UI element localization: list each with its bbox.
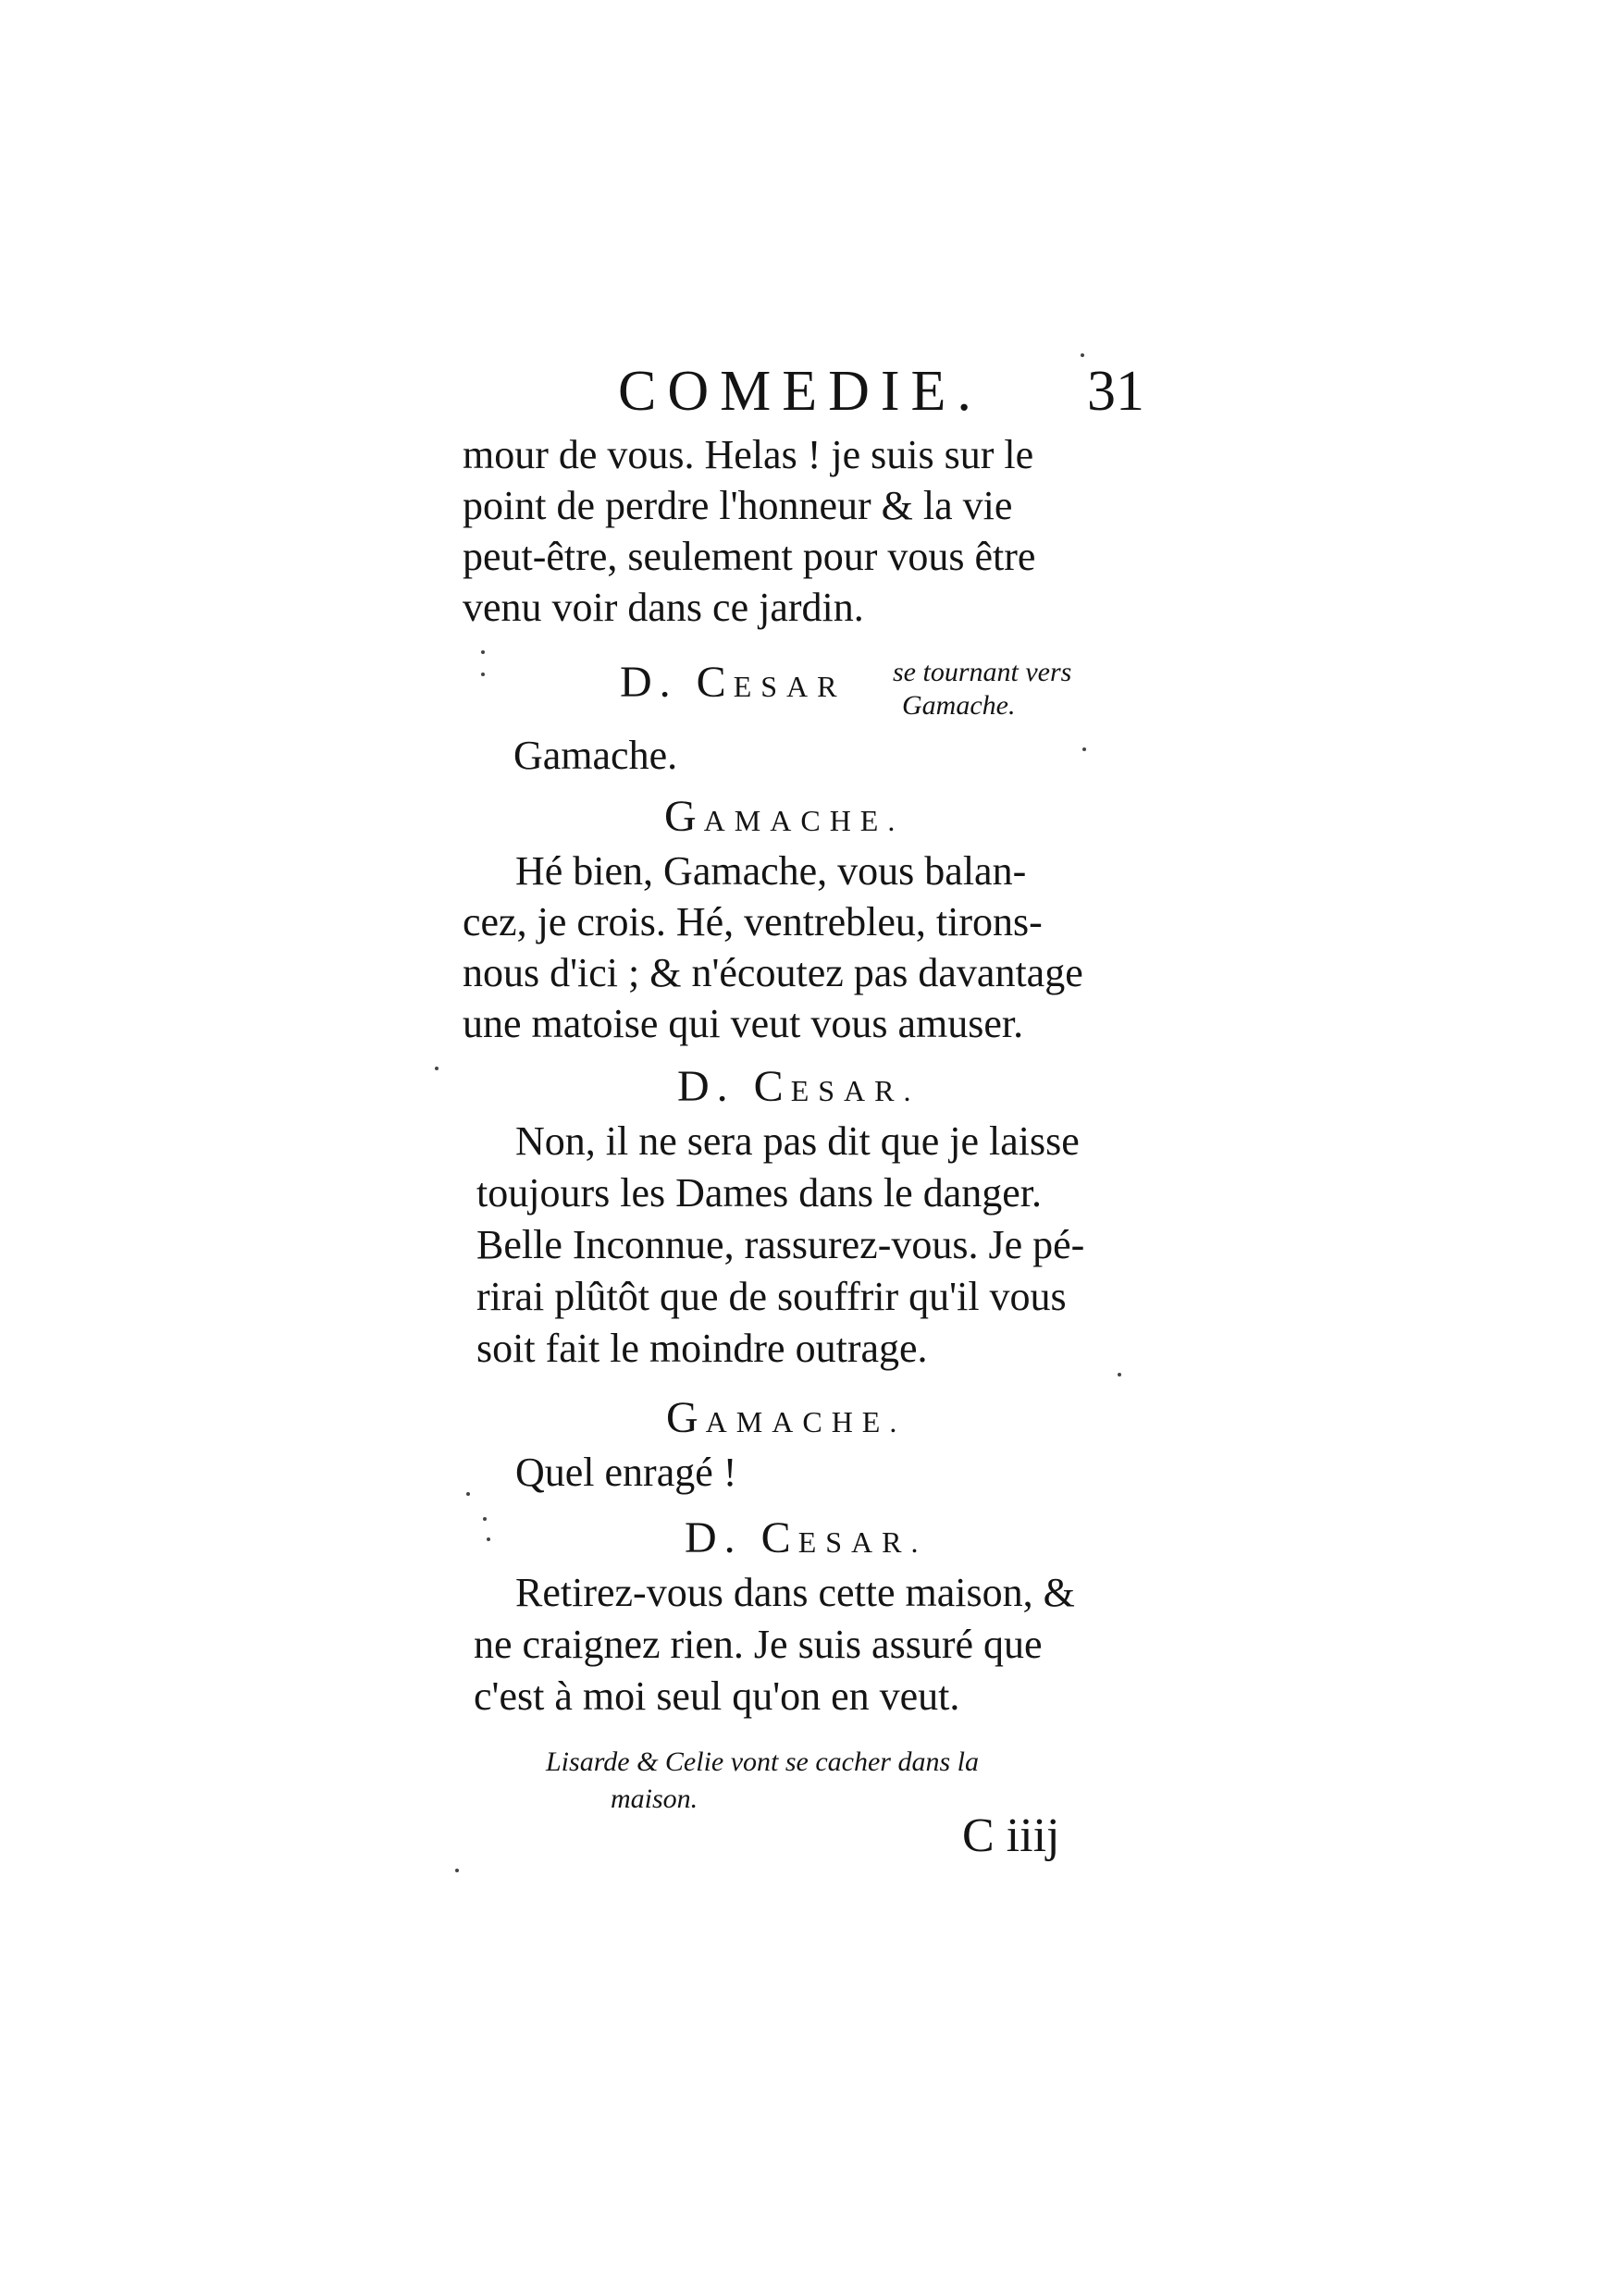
- paper-speck: [483, 1517, 487, 1521]
- text-line: Gamache.: [513, 733, 678, 778]
- text-line: Non, il ne sera pas dit que je laisse: [515, 1118, 1080, 1164]
- paper-speck: [466, 1492, 470, 1496]
- speaker-rest: AMACHE.: [703, 804, 905, 837]
- speaker-initial: G: [664, 792, 704, 841]
- paper-speck: [1118, 1373, 1121, 1376]
- speaker-rest: ESAR: [733, 670, 847, 703]
- text-line: cez, je crois. Hé, ventrebleu, tirons-: [463, 899, 1043, 944]
- text-line: mour de vous. Helas ! je suis sur le: [463, 432, 1034, 477]
- stage-direction: Gamache.: [902, 690, 1016, 721]
- text-line: nous d'ici ; & n'écoutez pas davantage: [463, 950, 1083, 995]
- text-line: ne craignez rien. Je suis assuré que: [474, 1622, 1043, 1667]
- speaker-initial: D. C: [677, 1062, 791, 1111]
- paper-speck: [481, 650, 485, 654]
- text-line: c'est à moi seul qu'on en veut.: [474, 1673, 960, 1719]
- text-line: une matoise qui veut vous amuser.: [463, 1001, 1024, 1046]
- paper-speck: [1081, 353, 1084, 357]
- speaker-heading: [677, 1061, 920, 1112]
- stage-direction: maison.: [611, 1784, 698, 1814]
- page-number: 31: [1087, 360, 1144, 423]
- running-title: COMEDIE.: [618, 360, 983, 423]
- speaker-initial: G: [666, 1393, 706, 1442]
- speaker-rest: ESAR.: [790, 1074, 921, 1107]
- paper-speck: [481, 673, 485, 676]
- text-line: rirai plûtôt que de souffrir qu'il vous: [476, 1274, 1067, 1319]
- paper-speck: [435, 1067, 439, 1070]
- text-line: Belle Inconnue, rassurez-vous. Je pé-: [476, 1222, 1085, 1267]
- speaker-heading: [620, 657, 846, 708]
- speaker-initial: D. C: [620, 658, 734, 707]
- speaker-rest: AMACHE.: [705, 1405, 907, 1438]
- speaker-rest: ESAR.: [797, 1525, 928, 1559]
- stage-direction: Lisarde & Celie vont se cacher dans la: [546, 1747, 979, 1777]
- stage-direction: se tournant vers: [893, 657, 1072, 687]
- text-line: Hé bien, Gamache, vous balan-: [515, 848, 1027, 894]
- speaker-heading: [666, 1392, 906, 1443]
- text-line: Retirez-vous dans cette maison, &: [515, 1570, 1075, 1615]
- speaker-heading: [685, 1512, 927, 1563]
- paper-speck: [1082, 747, 1086, 751]
- text-line: soit fait le moindre outrage.: [476, 1326, 928, 1371]
- text-line: venu voir dans ce jardin.: [463, 585, 864, 630]
- paper-speck: [455, 1869, 459, 1872]
- paper-speck: [487, 1537, 490, 1541]
- speaker-heading: [664, 791, 904, 842]
- text-line: toujours les Dames dans le danger.: [476, 1170, 1042, 1216]
- speaker-initial: D. C: [685, 1513, 798, 1562]
- text-line: peut-être, seulement pour vous être: [463, 534, 1036, 579]
- text-line: point de perdre l'honneur & la vie: [463, 483, 1013, 528]
- text-line: Quel enragé !: [515, 1450, 737, 1495]
- signature-mark: C iiij: [962, 1809, 1060, 1862]
